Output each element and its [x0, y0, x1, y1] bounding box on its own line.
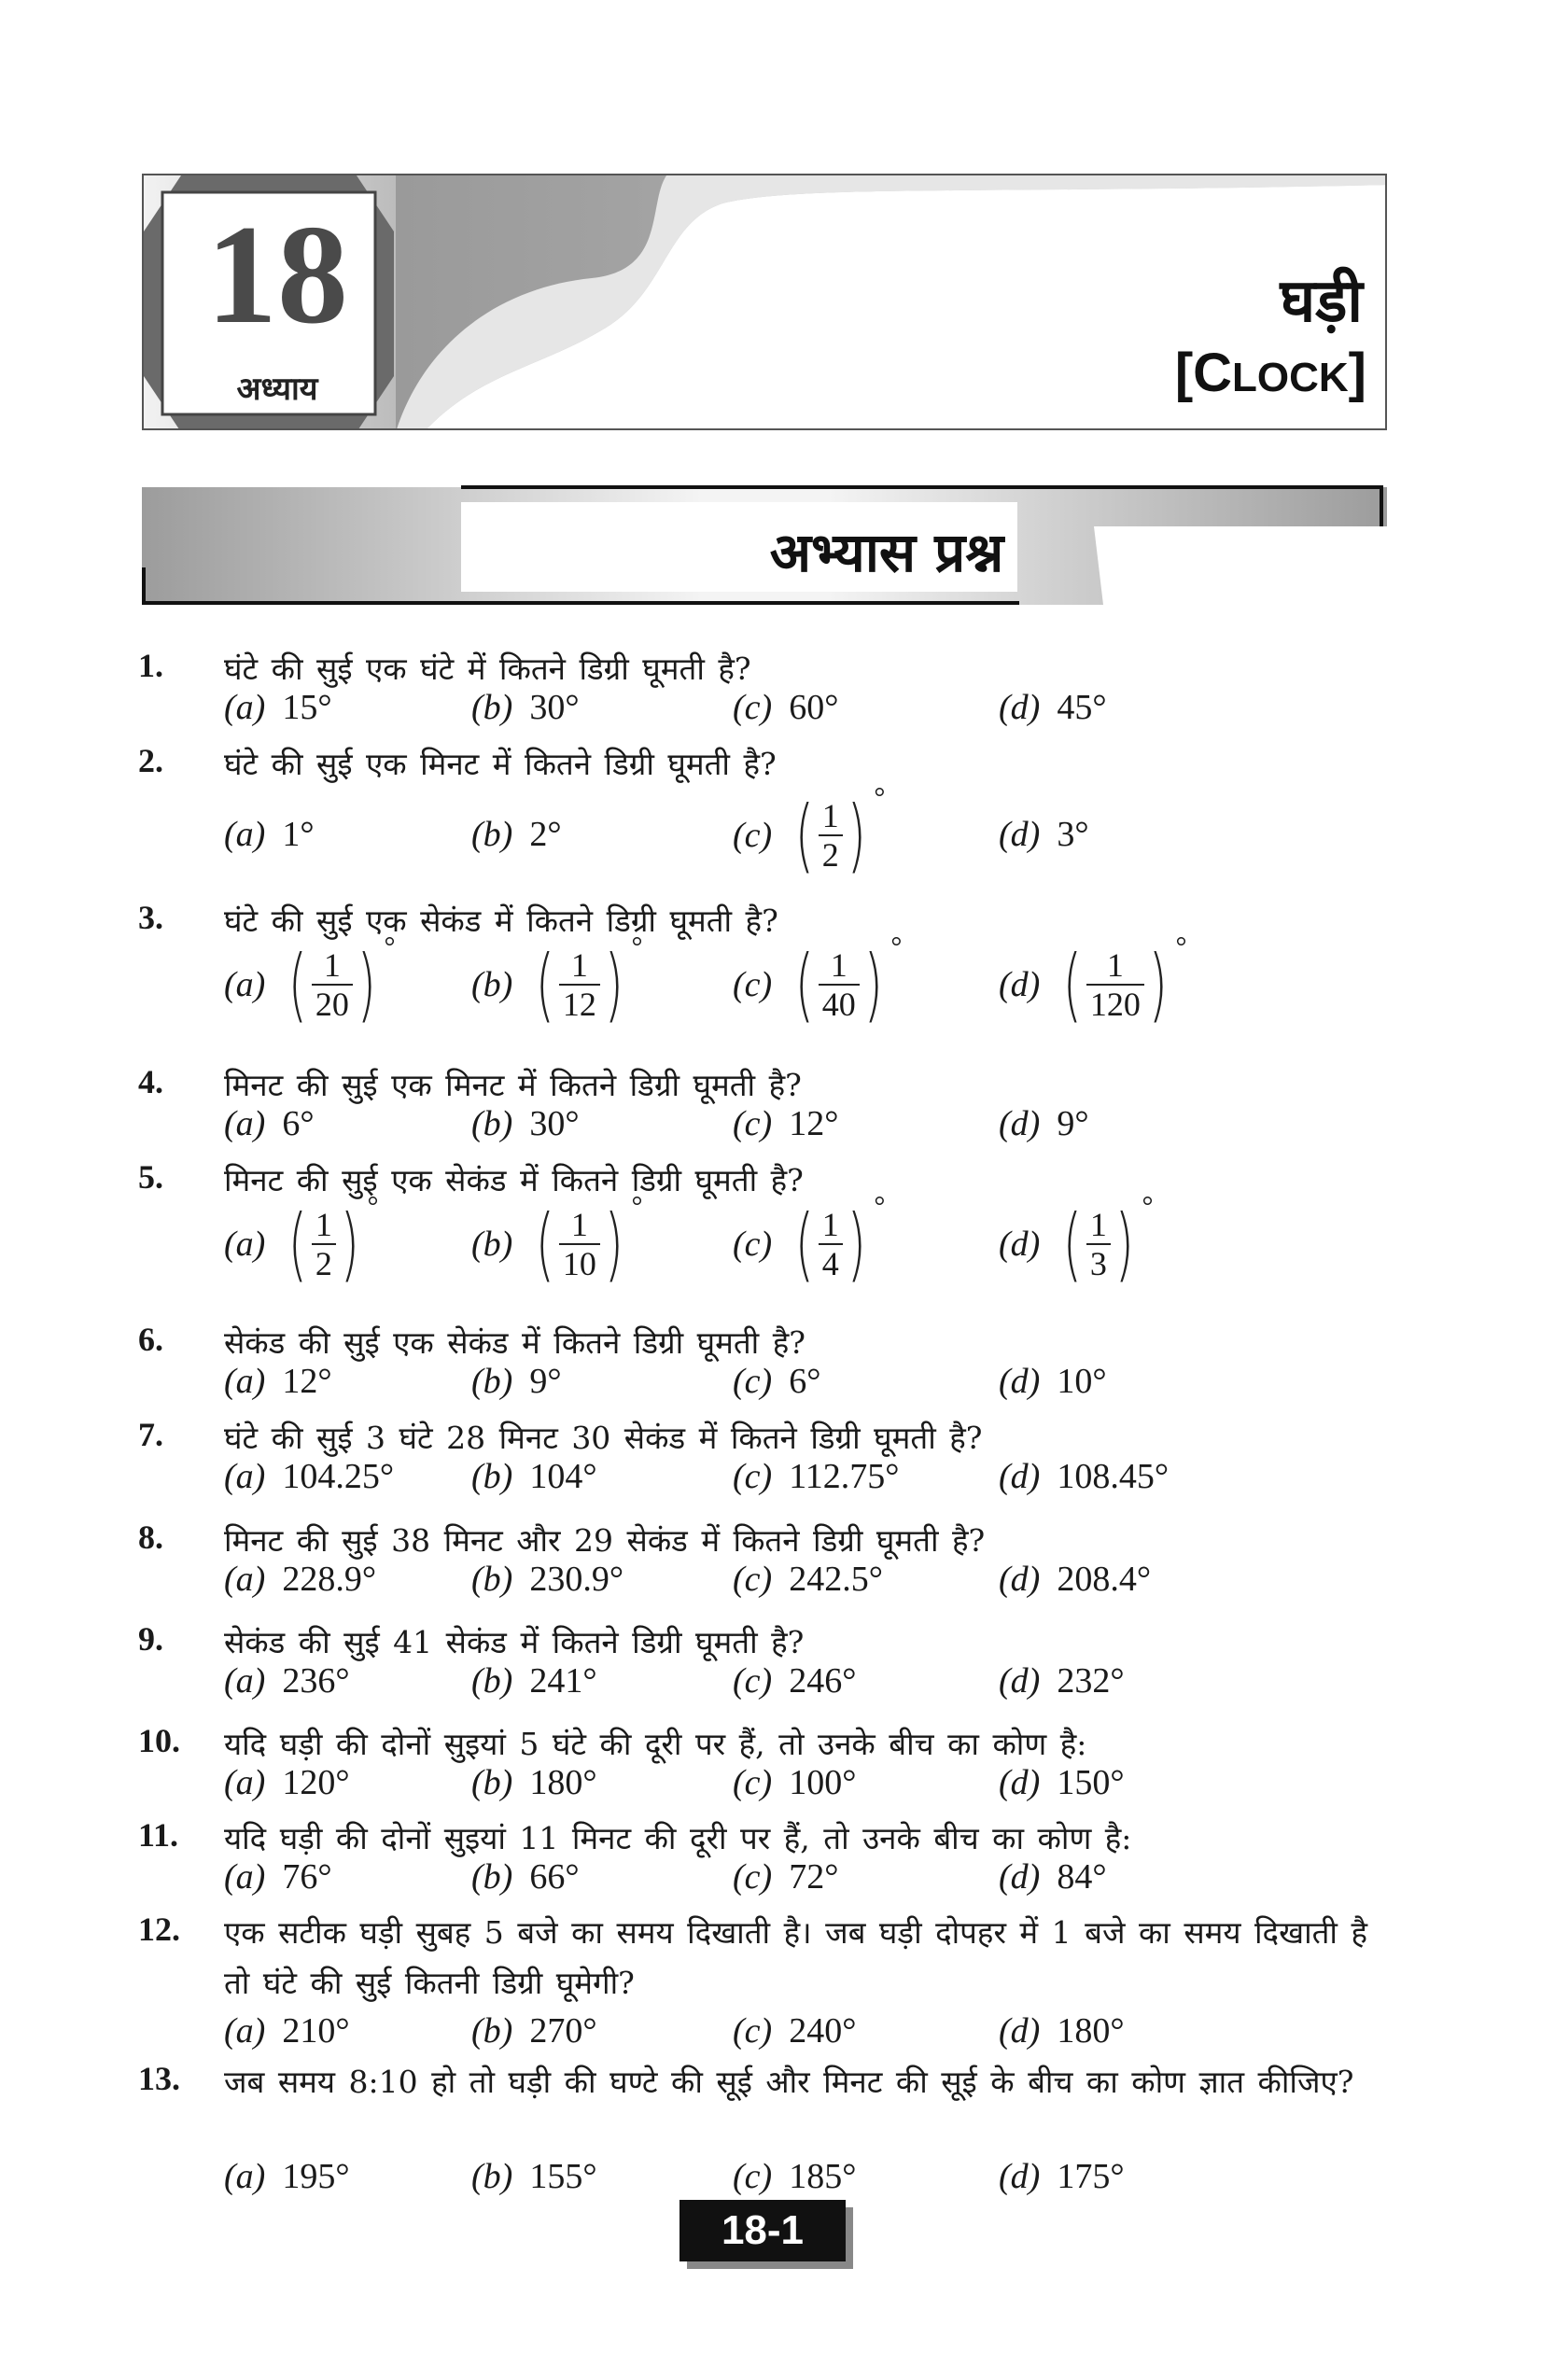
option-d — [999, 1660, 1125, 1701]
fraction: ( $\frac{1}{12}$ ) ° — [536, 931, 643, 1031]
fraction: ( $\frac{1}{20}$ ) ° — [288, 931, 396, 1031]
degree-symbol: ° — [890, 931, 903, 962]
fraction-numerator: 1 — [1106, 946, 1124, 984]
option-a — [224, 1660, 350, 1701]
option-value: 9° — [1057, 1104, 1089, 1143]
option-a — [224, 1856, 332, 1897]
option-c — [733, 1361, 820, 1402]
question-number: 8. — [138, 1519, 163, 1556]
option-value: 12° — [282, 1362, 332, 1401]
option-c — [733, 2156, 856, 2197]
option-c — [733, 2010, 856, 2051]
option-label: (a) — [224, 1763, 266, 1802]
question-text: यदि घड़ी की दोनों सुइयां 11 मिनट की दूरी पर हैं, तो उनके बीच का कोण है: — [224, 1820, 1132, 1856]
option-label: (d) — [999, 1362, 1041, 1401]
option-value: 76° — [282, 1857, 332, 1897]
fraction-denominator: 10 — [559, 1243, 600, 1282]
question-number: 12. — [138, 1911, 180, 1948]
option-label: (a) — [224, 688, 266, 727]
option-d — [999, 687, 1107, 728]
degree-symbol: ° — [631, 1191, 643, 1222]
option-value: 241° — [529, 1661, 597, 1701]
option-label: (b) — [471, 965, 513, 1004]
fraction-denominator: 2 — [312, 1243, 336, 1282]
option-label: (b) — [471, 815, 513, 854]
option-c — [733, 1456, 899, 1497]
chapter-label: अध्याय — [236, 371, 318, 408]
option-label: (d) — [999, 1857, 1041, 1897]
option-value: 45° — [1057, 688, 1107, 727]
degree-symbol: ° — [1175, 931, 1187, 962]
option-c — [733, 1191, 886, 1291]
option-value: 1° — [282, 815, 315, 854]
option-label: (c) — [733, 1104, 773, 1143]
option-value: 155° — [529, 2157, 597, 2196]
option-label: (a) — [224, 1104, 266, 1143]
question-number: 4. — [138, 1063, 163, 1100]
option-label: (d) — [999, 688, 1041, 727]
option-value: 232° — [1057, 1661, 1125, 1701]
option-c — [733, 1856, 838, 1897]
option-label: (a) — [224, 965, 266, 1004]
option-label: (a) — [224, 1457, 266, 1496]
option-d — [999, 2156, 1125, 2197]
fraction-numerator: 1 — [821, 797, 839, 834]
option-label: (b) — [471, 1763, 513, 1802]
option-label: (b) — [471, 688, 513, 727]
option-d — [999, 1856, 1107, 1897]
option-c — [733, 687, 838, 728]
option-value: 270° — [529, 2011, 597, 2051]
option-label: (c) — [733, 1457, 773, 1496]
option-b — [471, 1191, 643, 1291]
question-number: 11. — [138, 1816, 179, 1854]
option-label: (a) — [224, 1857, 266, 1897]
option-value: 120° — [282, 1763, 350, 1802]
question-number: 3. — [138, 899, 163, 936]
title-en-close: ] — [1348, 343, 1366, 403]
option-value: 175° — [1057, 2157, 1125, 2196]
option-d — [999, 1191, 1154, 1291]
fraction: ( $\frac{1}{2}$ ) ° — [794, 782, 886, 882]
option-label: (a) — [224, 1560, 266, 1599]
question-number: 6. — [138, 1321, 163, 1358]
question-text: घंटे की सुई एक सेकंड में कितने डिग्री घूमती है? — [224, 903, 778, 939]
option-value: 72° — [789, 1857, 839, 1897]
option-label: (c) — [733, 2011, 773, 2051]
option-value: 6° — [789, 1362, 821, 1401]
option-b — [471, 1762, 597, 1803]
option-label: (c) — [733, 1362, 773, 1401]
option-label: (b) — [471, 1362, 513, 1401]
option-a — [224, 2156, 350, 2197]
fraction: ( $\frac{1}{4}$ ) ° — [794, 1191, 886, 1291]
option-a — [224, 1762, 350, 1803]
option-b — [471, 687, 580, 728]
question-number: 9. — [138, 1620, 163, 1658]
fraction-denominator: 40 — [819, 984, 860, 1023]
option-b — [471, 2010, 597, 2051]
option-label: (a) — [224, 1225, 266, 1264]
fraction-denominator: 4 — [819, 1243, 843, 1282]
option-b — [471, 931, 643, 1031]
option-b — [471, 1660, 597, 1701]
option-value: 230.9° — [529, 1560, 624, 1599]
option-value: 100° — [789, 1763, 857, 1802]
question-number: 5. — [138, 1158, 163, 1196]
option-a — [224, 1361, 332, 1402]
option-c — [733, 1660, 856, 1701]
option-a — [224, 1559, 376, 1600]
option-a — [224, 1103, 315, 1144]
chapter-banner — [142, 174, 1387, 430]
option-d — [999, 1103, 1089, 1144]
option-label: (d) — [999, 815, 1041, 854]
question-text: सेकंड की सुई 41 सेकंड में कितने डिग्री घूमती है? — [224, 1624, 805, 1660]
fraction-denominator: 12 — [559, 984, 600, 1023]
question-text: एक सटीक घड़ी सुबह 5 बजे का समय दिखाती है। जब घड़ी दोपहर में 1 बजे का समय दिखाती है तो घंटे की सुई कितनी डिग्री घूमेगी? — [224, 1914, 1367, 2001]
option-d — [999, 814, 1089, 855]
question-text: मिनट की सुई 38 मिनट और 29 सेकंड में कितने डिग्री घूमती है? — [224, 1522, 986, 1559]
option-label: (c) — [733, 1560, 773, 1599]
option-value: 3° — [1057, 815, 1089, 854]
fraction-numerator: 1 — [830, 946, 848, 984]
option-label: (c) — [733, 1763, 773, 1802]
fraction-numerator: 1 — [821, 1206, 839, 1243]
option-label: (d) — [999, 1457, 1041, 1496]
chapter-title-hindi: घड़ी — [1280, 267, 1363, 336]
chapter-number: 18 — [206, 196, 348, 353]
option-label: (c) — [733, 1857, 773, 1897]
option-label: (a) — [224, 1661, 266, 1701]
option-value: 242.5° — [789, 1560, 883, 1599]
question-number: 1. — [138, 647, 163, 684]
chapter-number-box — [166, 194, 388, 409]
chapter-title-english — [1175, 342, 1366, 404]
fraction-denominator: 2 — [819, 834, 843, 874]
option-b — [471, 814, 562, 855]
option-value: 30° — [529, 1104, 580, 1143]
option-a — [224, 1191, 379, 1291]
option-a — [224, 2010, 350, 2051]
fraction: ( $\frac{1}{40}$ ) ° — [794, 931, 903, 1031]
option-label: (d) — [999, 1225, 1041, 1264]
option-value: 15° — [282, 688, 332, 727]
option-b — [471, 1361, 562, 1402]
title-en-open: [C — [1174, 343, 1233, 403]
fraction-denominator: 120 — [1086, 984, 1144, 1023]
question-number: 7. — [138, 1416, 163, 1453]
fraction-denominator: 3 — [1086, 1243, 1111, 1282]
option-label: (d) — [999, 1104, 1041, 1143]
option-value: 185° — [789, 2157, 857, 2196]
option-d — [999, 1456, 1169, 1497]
option-label: (c) — [733, 2157, 773, 2196]
option-value: 108.45° — [1057, 1457, 1170, 1496]
question-text: जब समय 8:10 हो तो घड़ी की घण्टे की सूई और मिनट की सूई के बीच का कोण ज्ञात कीजिए? — [224, 2064, 1354, 2100]
option-c — [733, 1103, 838, 1144]
question-number: 2. — [138, 742, 163, 779]
degree-symbol: ° — [384, 931, 396, 962]
option-value: 9° — [529, 1362, 562, 1401]
option-b — [471, 1559, 623, 1600]
question-text: मिनट की सुई एक मिनट में कितने डिग्री घूमती है? — [224, 1067, 802, 1103]
page-number: 18-1 — [679, 2200, 846, 2261]
option-d — [999, 1762, 1125, 1803]
option-value: 208.4° — [1057, 1560, 1152, 1599]
option-label: (a) — [224, 1362, 266, 1401]
fraction: ( $\frac{1}{10}$ ) ° — [536, 1191, 643, 1291]
option-value: 10° — [1057, 1362, 1107, 1401]
option-label: (b) — [471, 1560, 513, 1599]
option-value: 12° — [789, 1104, 839, 1143]
option-a — [224, 814, 315, 855]
option-label: (a) — [224, 815, 266, 854]
option-c — [733, 1762, 856, 1803]
option-label: (b) — [471, 1225, 513, 1264]
fraction-denominator: 20 — [312, 984, 353, 1023]
option-value: 60° — [789, 688, 839, 727]
option-label: (b) — [471, 2157, 513, 2196]
option-label: (b) — [471, 1104, 513, 1143]
option-c — [733, 931, 903, 1031]
option-label: (d) — [999, 1661, 1041, 1701]
option-value: 2° — [529, 815, 562, 854]
fraction: ( $\frac{1}{3}$ ) ° — [1063, 1191, 1154, 1291]
degree-symbol: ° — [1142, 1191, 1154, 1222]
fraction: ( $\frac{1}{120}$ ) ° — [1063, 931, 1187, 1031]
title-en-smallcaps: LOCK — [1232, 355, 1349, 400]
question-number: 10. — [138, 1722, 180, 1759]
option-label: (c) — [733, 965, 773, 1004]
option-d — [999, 2010, 1125, 2051]
option-value: 150° — [1057, 1763, 1125, 1802]
option-d — [999, 1559, 1151, 1600]
option-label: (b) — [471, 2011, 513, 2051]
question-text: घंटे की सुई एक घंटे में कितने डिग्री घूमती है? — [224, 651, 751, 687]
fraction: ( $\frac{1}{2}$ ) ° — [288, 1191, 379, 1291]
option-label: (c) — [733, 1225, 773, 1264]
option-value: 210° — [282, 2011, 350, 2051]
question-text: सेकंड की सुई एक सेकंड में कितने डिग्री घूमती है? — [224, 1324, 806, 1361]
option-value: 84° — [1057, 1857, 1107, 1897]
option-value: 180° — [1057, 2011, 1125, 2051]
question-text: घंटे की सुई एक मिनट में कितने डिग्री घूमती है? — [224, 746, 777, 782]
option-label: (b) — [471, 1857, 513, 1897]
question-text: घंटे की सुई 3 घंटे 28 मिनट 30 सेकंड में कितने डिग्री घूमती है? — [224, 1420, 983, 1456]
question-text: मिनट की सुई एक सेकंड में कितने डिग्री घूमती है? — [224, 1162, 804, 1198]
fraction-numerator: 1 — [570, 946, 588, 984]
option-value: 6° — [282, 1104, 315, 1143]
option-b — [471, 1856, 580, 1897]
option-b — [471, 1103, 580, 1144]
option-label: (d) — [999, 2011, 1041, 2051]
option-label: (a) — [224, 2011, 266, 2051]
option-value: 240° — [789, 2011, 857, 2051]
option-label: (d) — [999, 1560, 1041, 1599]
question-text: यदि घड़ी की दोनों सुइयां 5 घंटे की दूरी पर हैं, तो उनके बीच का कोण है: — [224, 1726, 1087, 1762]
option-label: (a) — [224, 2157, 266, 2196]
option-label: (c) — [733, 688, 773, 727]
option-label: (b) — [471, 1661, 513, 1701]
option-d — [999, 931, 1187, 1031]
option-label: (d) — [999, 1763, 1041, 1802]
option-value: 180° — [529, 1763, 597, 1802]
option-b — [471, 1456, 597, 1497]
option-c — [733, 782, 886, 882]
degree-symbol: ° — [874, 782, 886, 813]
fraction-numerator: 1 — [1089, 1206, 1107, 1243]
option-value: 228.9° — [282, 1560, 377, 1599]
option-value: 246° — [789, 1661, 857, 1701]
fraction-numerator: 1 — [323, 946, 341, 984]
option-label: (d) — [999, 2157, 1041, 2196]
option-value: 236° — [282, 1661, 350, 1701]
fraction-numerator: 1 — [315, 1206, 332, 1243]
option-label: (b) — [471, 1457, 513, 1496]
option-value: 112.75° — [789, 1457, 900, 1496]
option-a — [224, 1456, 394, 1497]
section-title: अभ्यास प्रश्न — [769, 521, 1004, 584]
option-c — [733, 1559, 883, 1600]
section-header — [142, 485, 1387, 605]
option-value: 104° — [529, 1457, 597, 1496]
degree-symbol: ° — [631, 931, 643, 962]
option-d — [999, 1361, 1107, 1402]
fraction-numerator: 1 — [570, 1206, 588, 1243]
option-value: 66° — [529, 1857, 580, 1897]
option-label: (d) — [999, 965, 1041, 1004]
option-value: 104.25° — [282, 1457, 395, 1496]
option-a — [224, 687, 332, 728]
question-number: 13. — [138, 2060, 180, 2097]
option-label: (c) — [733, 1661, 773, 1701]
option-value: 195° — [282, 2157, 350, 2196]
option-a — [224, 931, 396, 1031]
option-b — [471, 2156, 597, 2197]
option-label: (c) — [733, 816, 773, 855]
degree-symbol: ° — [367, 1191, 379, 1222]
degree-symbol: ° — [874, 1191, 886, 1222]
option-value: 30° — [529, 688, 580, 727]
